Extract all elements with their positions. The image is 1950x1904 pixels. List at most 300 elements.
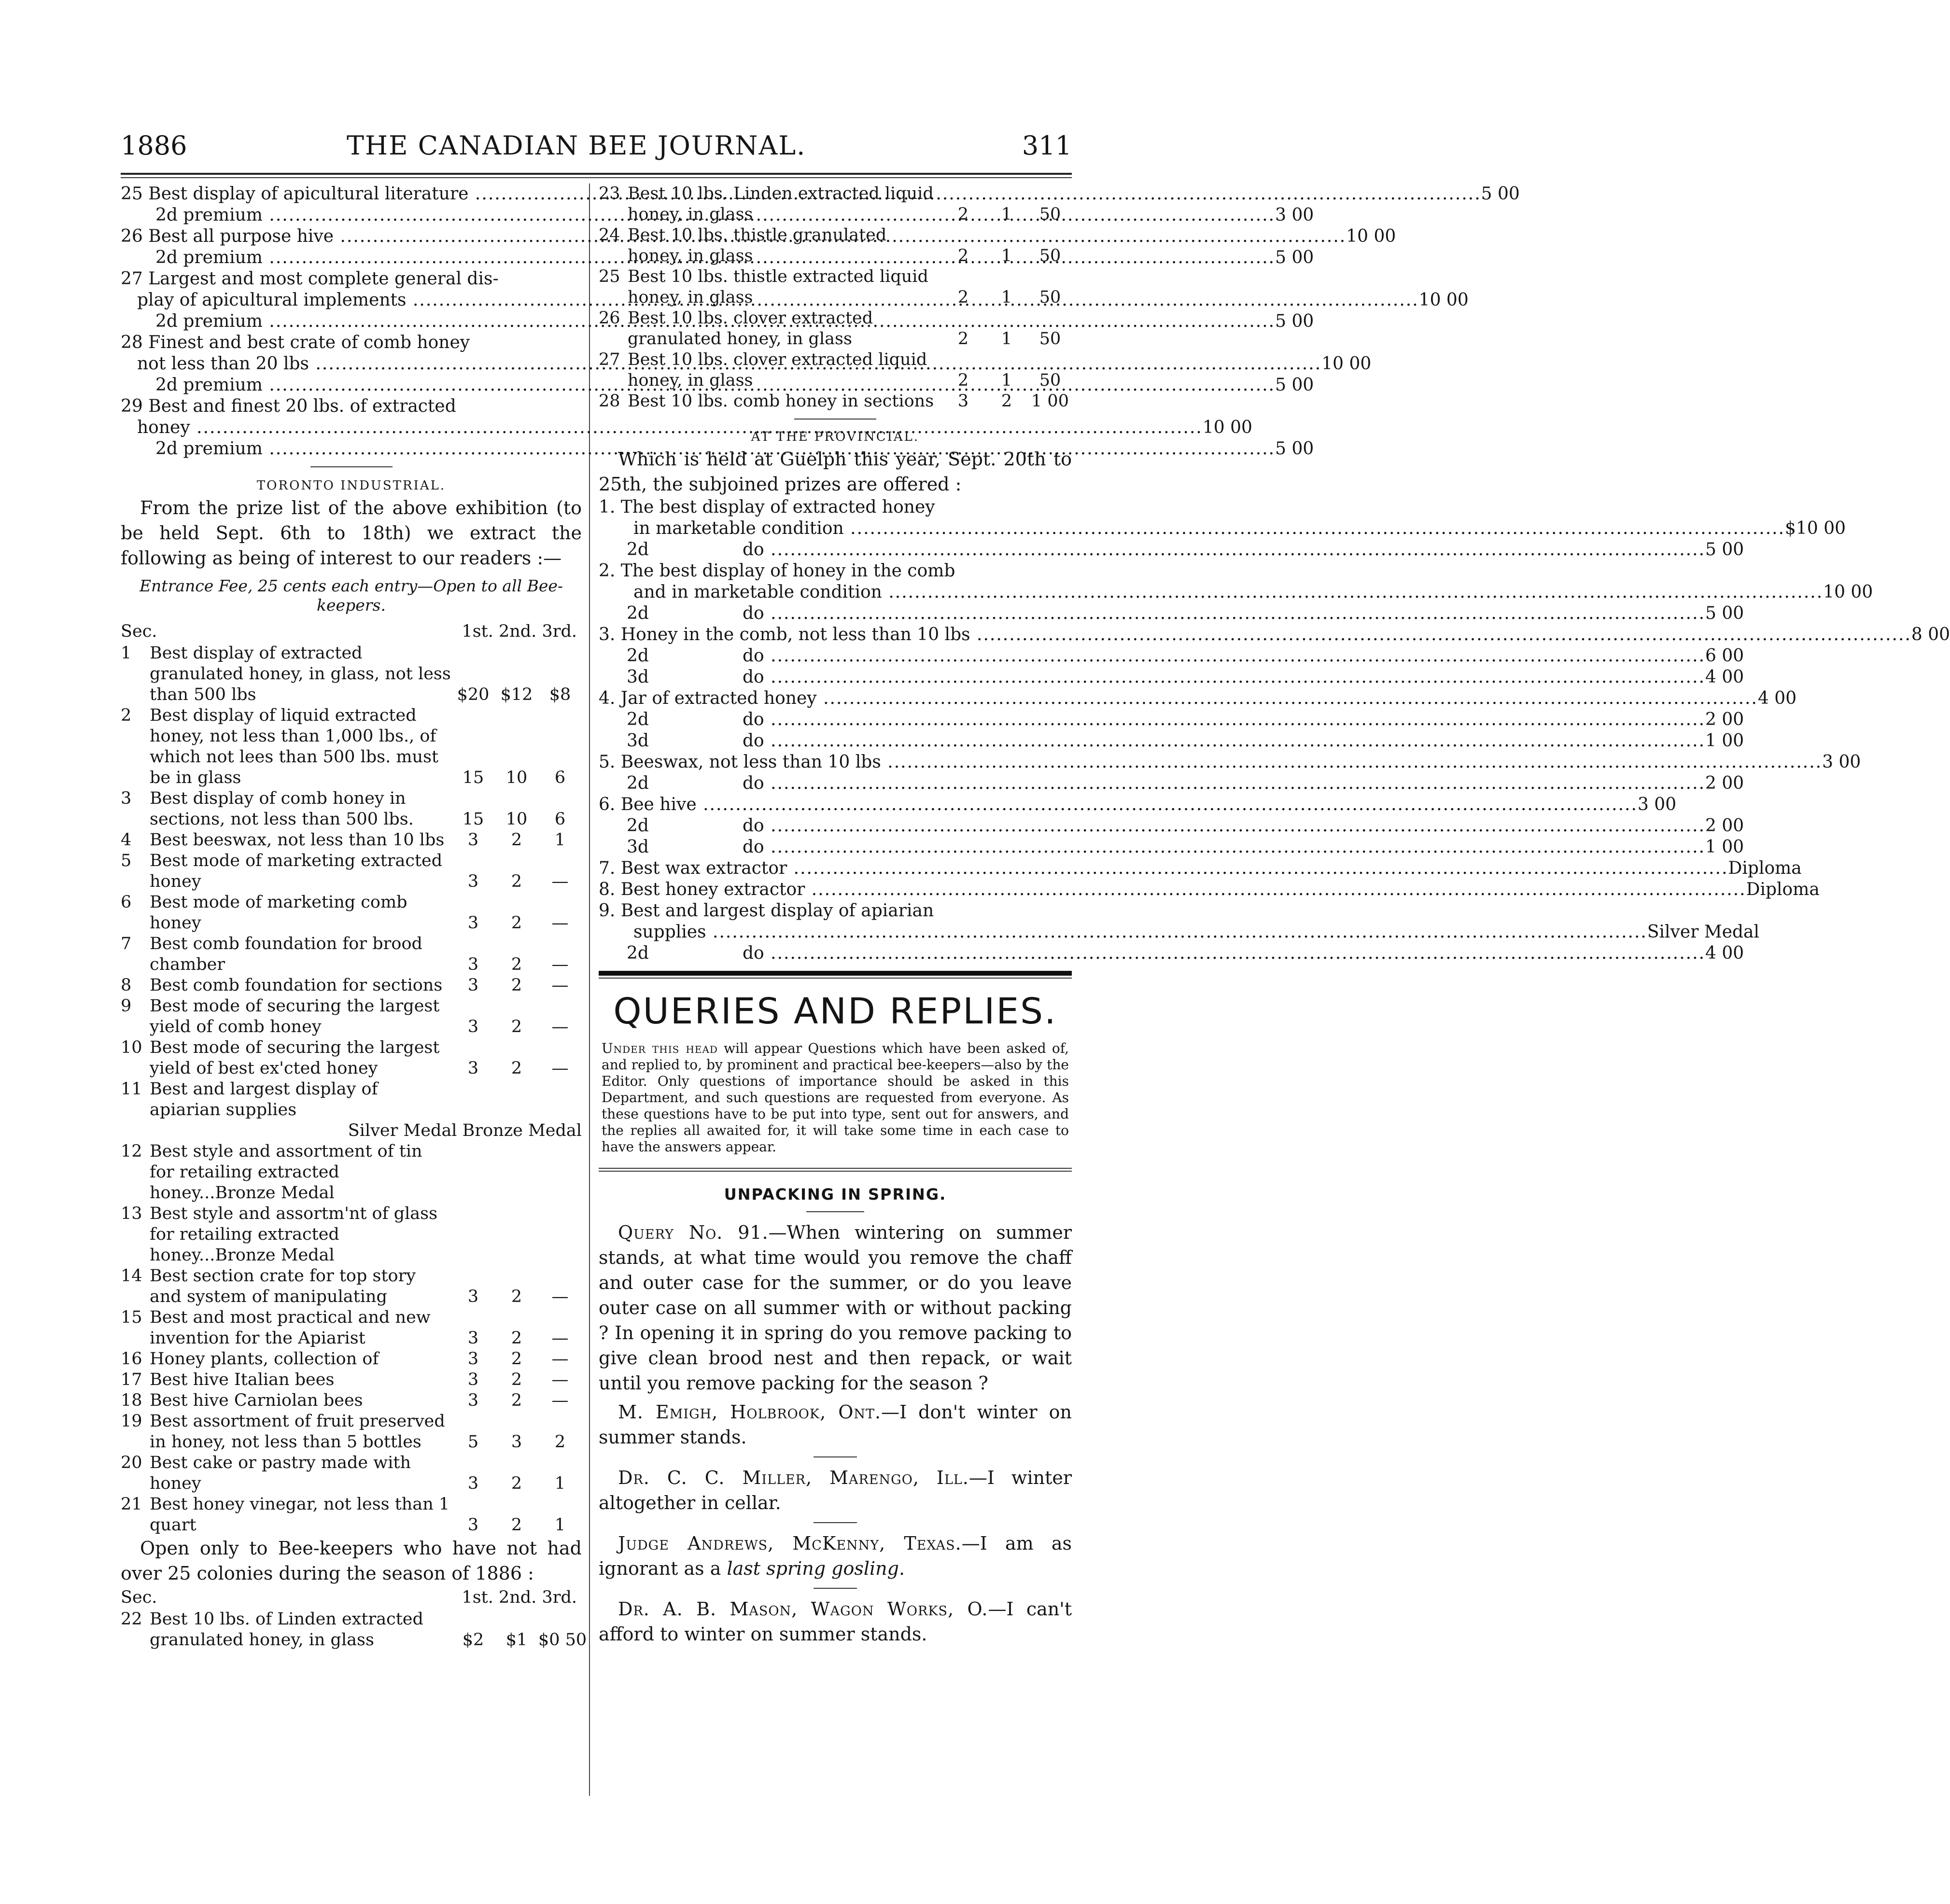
prize-description: Best 10 lbs. of Linden extracted granulated honey, in glass — [150, 1610, 423, 1650]
provincial-do-row — [599, 815, 1744, 837]
provincial-value: 2 00 — [1705, 816, 1744, 836]
prize-third: 6 — [554, 810, 566, 829]
answers-list — [599, 1400, 1072, 1647]
prize-second: 2 — [511, 1059, 522, 1078]
provincial-row — [599, 794, 1677, 815]
prize-row — [121, 892, 582, 934]
provincial-item-label: 9. Best and largest display of apiarian — [599, 901, 934, 921]
prize-row — [121, 1370, 582, 1390]
prize-description: Best 10 lbs. comb honey in sections — [628, 392, 934, 411]
answer-author: Dr. A. B. Mason, Wagon Works, O. — [618, 1598, 988, 1620]
provincial-do-word: do — [743, 603, 764, 623]
prize-third: — — [551, 1370, 569, 1389]
premium-amount: 5 00 — [1275, 311, 1314, 331]
prize-sec-number: 24 — [599, 225, 620, 245]
queries-notice — [602, 1040, 1069, 1155]
provincial-row — [599, 688, 1797, 709]
provincial-do-label — [599, 709, 1705, 730]
queries-rule-thin — [599, 978, 1072, 979]
prize-second: 2 — [511, 1017, 522, 1036]
provincial-rank: 2d — [627, 646, 649, 666]
premium-line: 28 Finest and best crate of comb honey — [121, 333, 470, 352]
prize-first: 3 — [467, 913, 479, 933]
header-rule-thin — [121, 177, 1072, 178]
provincial-do-word: do — [743, 773, 764, 793]
prize-second: 1 — [1001, 329, 1012, 349]
prize-sec-number: 9 — [121, 996, 132, 1016]
prize-first: 3 — [467, 830, 479, 850]
toronto-table-header-2 — [121, 1586, 582, 1609]
answer — [599, 1400, 1072, 1450]
prize-third: — — [551, 1391, 569, 1410]
provincial-value: 2 00 — [1705, 710, 1744, 729]
prize-first: 5 — [467, 1432, 479, 1452]
prize-sec-number: 5 — [121, 851, 132, 870]
premium-label: 2d premium ..... — [155, 311, 1275, 332]
provincial-do-word: do — [743, 816, 764, 836]
col-sec-2: Sec. — [121, 1588, 157, 1607]
provincial-value: 1 00 — [1705, 837, 1744, 857]
answer-rule — [814, 1588, 857, 1589]
prize-second: 3 — [511, 1432, 522, 1452]
premium-amount: 5 00 — [1481, 184, 1520, 204]
prize-sec-number: 6 — [121, 893, 132, 912]
provincial-do-row — [599, 943, 1744, 964]
prize-third: $0 50 — [538, 1630, 587, 1650]
provincial-row — [599, 752, 1861, 773]
subhead-rule-2 — [599, 1171, 1072, 1172]
prize-row — [121, 1411, 582, 1453]
prize-medals: Silver Medal Bronze Medal — [348, 1121, 582, 1140]
premium-amount: 3 00 — [1275, 205, 1314, 225]
premium-label: 2d premium ..... — [155, 247, 1275, 268]
query-body: —When wintering on summer stands, at what time would you remove the chaff and outer case for the summer, or do you leave outer case on all summer with or without packing ? In opening it in spring do you remove packing to give clean brood nest and then repack, or wait until you remove packing for the season ? — [599, 1222, 1072, 1394]
provincial-do-row — [599, 667, 1744, 688]
provincial-do-word: do — [743, 710, 764, 729]
prize-first: 2 — [957, 205, 969, 224]
premium-label: 2d premium ..... — [155, 375, 1275, 396]
provincial-do-row — [599, 709, 1744, 730]
provincial-value: 10 00 — [1823, 582, 1873, 602]
answer-text: —I am as ignorant as a — [599, 1533, 1072, 1579]
answer-rule — [814, 1522, 857, 1523]
prize-sec-number: 18 — [121, 1391, 142, 1410]
prize-description: Best and largest display of apiarian supplies — [150, 1079, 378, 1120]
prize-description: Best 10 lbs. Linden extracted liquid honey, in glass — [628, 184, 934, 224]
toronto-intro: From the prize list of the above exhibition (to be held Sept. 6th to 18th) we extract the following as being of interest to our readers :— — [121, 497, 582, 569]
prize-first: $2 — [462, 1630, 484, 1650]
provincial-do-label — [599, 539, 1705, 560]
prize-second: 1 — [1001, 371, 1012, 390]
provincial-do-word: do — [743, 667, 764, 687]
provincial-do-label — [599, 645, 1705, 667]
notice-text: will appear Questions which have been asked of, and replied to, by prominent and practical bee-keepers—also by the Editor. Only questions of importance should be asked in this Department, and such questions are requested from everyone. As these questions have to be put into type, sent out for answers, and the replies all awaited for, it will take some time in each case to have the answers appear. — [602, 1040, 1069, 1155]
answer-author: Judge Andrews, McKenny, Texas. — [618, 1533, 962, 1554]
col-3rd: 3rd. — [542, 622, 577, 641]
section-rule — [310, 466, 393, 467]
premium-label: not less than 20 lbs ..... — [137, 353, 1321, 375]
prize-row — [121, 934, 582, 975]
prize-row — [599, 350, 1072, 391]
provincial-intro: Which is held at Guelph this year, Sept. 20th to 25th, the subjoined prizes are offered : — [599, 448, 1072, 495]
prize-sec-number: 28 — [599, 392, 620, 411]
prize-description: Best 10 lbs. thistle extracted liquid honey, in glass — [628, 267, 928, 307]
prize-sec-number: 2 — [121, 706, 132, 725]
prize-sec-number: 13 — [121, 1204, 142, 1223]
prize-row — [121, 1453, 582, 1494]
premium-line: 29 Best and finest 20 lbs. of extracted — [121, 396, 456, 416]
provincial-do-label — [599, 603, 1705, 624]
col-places-2 — [391, 1586, 582, 1609]
prize-second: 10 — [505, 810, 528, 829]
provincial-label: 7. Best wax extractor ..... — [599, 858, 1728, 879]
prize-second: 2 — [511, 1391, 522, 1410]
prize-sec-number: 22 — [121, 1610, 142, 1629]
provincial-do-label — [599, 837, 1705, 858]
prize-first: 15 — [462, 768, 484, 787]
provincial-value: Diploma — [1728, 858, 1802, 878]
prize-first: 2 — [957, 288, 969, 307]
provincial-value: 5 00 — [1705, 603, 1744, 623]
provincial-value: 8 00 — [1911, 625, 1950, 644]
provincial-rank: 2d — [627, 943, 649, 963]
premium-label: play of apicultural implements ..... — [137, 290, 1419, 311]
subhead-underline — [806, 1211, 864, 1212]
prize-third: 50 — [1039, 329, 1061, 349]
prize-second: 2 — [511, 1370, 522, 1389]
provincial-do-word: do — [743, 540, 764, 560]
prize-sec-number: 15 — [121, 1308, 142, 1327]
prize-row — [121, 705, 582, 788]
prize-first: 3 — [467, 1287, 479, 1306]
prize-second: 2 — [511, 1329, 522, 1348]
prize-row — [121, 1609, 587, 1651]
prize-third: 2 — [554, 1432, 566, 1452]
provincial-row — [599, 518, 1846, 539]
prize-row — [121, 975, 582, 996]
provincial-row — [599, 582, 1873, 603]
provincial-list — [599, 497, 1950, 964]
section-rule-2 — [794, 419, 876, 420]
provincial-do-row — [599, 645, 1744, 667]
provincial-rank: 3d — [627, 837, 649, 857]
premium-label: 25 Best display of apicultural literature ..... — [121, 183, 1481, 205]
col-1st-2: 1st. — [462, 1588, 493, 1607]
provincial-label: 6. Bee hive ..... — [599, 794, 1638, 815]
provincial-label: 8. Best honey extractor ..... — [599, 879, 1746, 900]
provincial-value: 5 00 — [1705, 540, 1744, 560]
provincial-heading: AT THE PROVINCIAL. — [751, 430, 920, 444]
prize-description: Best hive Italian bees — [150, 1370, 335, 1389]
subhead-rule — [599, 1168, 1072, 1169]
prize-description: Best 10 lbs. thistle granulated honey, in glass — [628, 225, 887, 266]
prize-description: Best mode of marketing comb honey — [150, 893, 407, 933]
toronto-table-continued — [599, 183, 1072, 412]
prize-description: Best cake or pastry made with honey — [150, 1453, 411, 1493]
prize-sec-number: 27 — [599, 350, 620, 369]
prize-first: $20 — [457, 685, 490, 704]
prize-row — [121, 788, 582, 830]
prize-first: 3 — [467, 1349, 479, 1369]
col-2nd: 2nd. — [498, 622, 537, 641]
prize-third: 1 — [554, 1515, 566, 1535]
prize-sec-number: 1 — [121, 644, 132, 663]
header-rule — [121, 173, 1072, 175]
prize-description: Best beeswax, not less than 10 lbs — [150, 830, 445, 850]
provincial-value: 4 00 — [1705, 667, 1744, 687]
prize-row — [599, 183, 1072, 225]
header-year: 1886 — [121, 130, 187, 161]
prize-first: 3 — [467, 1059, 479, 1078]
prize-sec-number: 4 — [121, 830, 132, 850]
toronto-table-header — [121, 620, 582, 643]
prize-second: $12 — [500, 685, 533, 704]
provincial-label: in marketable condition ..... — [633, 518, 1785, 539]
premium-entry — [121, 375, 1314, 396]
toronto-table-2 — [121, 1609, 587, 1651]
prize-second: 1 — [1001, 205, 1012, 224]
prize-description: Best mode of securing the largest yield of best ex'cted honey — [150, 1038, 440, 1078]
prize-description: Best section crate for top story and system of manipulating — [150, 1266, 416, 1306]
answer-tail: . — [898, 1558, 905, 1579]
prize-third: $8 — [549, 685, 571, 704]
prize-first: 3 — [467, 976, 479, 995]
premium-amount: 5 00 — [1275, 375, 1314, 395]
prize-sec-number: 12 — [121, 1142, 142, 1161]
provincial-label: and in marketable condition ..... — [633, 582, 1823, 603]
prize-row — [599, 391, 1072, 412]
provincial-label: supplies ..... — [633, 922, 1647, 943]
prize-first: 3 — [467, 1329, 479, 1348]
prize-row — [121, 643, 582, 705]
prize-first: 3 — [467, 872, 479, 891]
provincial-value: Silver Medal — [1647, 922, 1760, 942]
answer-author: Dr. C. C. Miller, Marengo, Ill. — [618, 1467, 969, 1488]
provincial-do-word: do — [743, 646, 764, 666]
query-subhead: UNPACKING IN SPRING. — [724, 1185, 947, 1204]
prize-sec-number: 21 — [121, 1495, 142, 1514]
prize-second: 2 — [511, 955, 522, 974]
prize-third: — — [551, 955, 569, 974]
answer — [599, 1596, 1072, 1647]
provincial-rank: 2d — [627, 603, 649, 623]
prize-second: 2 — [511, 976, 522, 995]
provincial-rank: 3d — [627, 731, 649, 751]
right-column — [599, 183, 1950, 1806]
prize-row — [121, 851, 582, 892]
premium-entry — [121, 438, 1314, 460]
answer — [599, 1465, 1072, 1515]
provincial-do-label — [599, 730, 1705, 752]
provincial-row — [599, 624, 1950, 645]
provincial-row — [599, 858, 1802, 879]
queries-rule-thick — [599, 971, 1072, 976]
prize-second: 1 — [1001, 288, 1012, 307]
prize-second: 10 — [505, 768, 528, 787]
prize-sec-number: 26 — [599, 308, 620, 328]
provincial-rank: 2d — [627, 710, 649, 729]
provincial-row — [599, 879, 1820, 900]
queries-title: QUERIES AND REPLIES. — [613, 991, 1057, 1032]
query-text — [599, 1220, 1072, 1396]
header-title: THE CANADIAN BEE JOURNAL. — [347, 130, 806, 161]
prize-third: 50 — [1039, 246, 1061, 266]
prize-second: 2 — [511, 872, 522, 891]
prize-row — [121, 1390, 582, 1411]
provincial-value: 1 00 — [1705, 731, 1744, 751]
prize-sec-number: 14 — [121, 1266, 142, 1286]
prize-sec-number: 8 — [121, 976, 132, 995]
running-head — [121, 126, 1072, 165]
prize-second: $1 — [505, 1630, 528, 1650]
prize-third: — — [551, 872, 569, 891]
col-1st: 1st. — [462, 622, 493, 641]
col-3rd-2: 3rd. — [542, 1588, 577, 1607]
prize-row — [121, 996, 582, 1037]
provincial-item-label: 2. The best display of honey in the comb — [599, 561, 955, 581]
prize-row — [121, 1079, 582, 1141]
prize-third: 50 — [1039, 371, 1061, 390]
provincial-value: 2 00 — [1705, 773, 1744, 793]
prize-row — [121, 830, 582, 851]
prize-row — [121, 1266, 582, 1307]
provincial-rank: 2d — [627, 816, 649, 836]
prize-third: — — [551, 1329, 569, 1348]
prize-description: Best display of comb honey in sections, not less than 500 lbs. — [150, 789, 414, 829]
premium-amount: 10 00 — [1321, 354, 1372, 374]
prize-row — [121, 1494, 582, 1536]
prize-row — [121, 1037, 582, 1079]
premium-amount: 5 00 — [1275, 439, 1314, 459]
provincial-do-label — [599, 667, 1705, 688]
prize-first: 3 — [957, 392, 969, 411]
prize-description: Best mode of marketing extracted honey — [150, 851, 443, 891]
prize-third: 1 — [554, 1474, 566, 1493]
prize-sec-number: 25 — [599, 267, 620, 286]
col-sec: Sec. — [121, 622, 157, 641]
prize-second: 2 — [511, 1349, 522, 1369]
provincial-value: 3 00 — [1637, 795, 1677, 814]
prize-third: — — [551, 1349, 569, 1369]
prize-second: 2 — [511, 1474, 522, 1493]
premium-amount: 10 00 — [1202, 418, 1252, 437]
prize-row — [121, 1307, 582, 1349]
prize-first: 3 — [467, 1370, 479, 1389]
prize-description: Best display of liquid extracted honey, not less than 1,000 lbs., of which not lees than 500 lbs. must be in glass — [150, 706, 439, 787]
prize-first: 3 — [467, 955, 479, 974]
toronto-heading: TORONTO INDUSTRIAL. — [256, 478, 446, 493]
prize-description: Best display of extracted granulated honey, in glass, not less than 500 lbs — [150, 644, 451, 704]
prize-description: Best 10 lbs. clover extracted granulated honey, in glass — [628, 308, 873, 349]
prize-first: 2 — [957, 329, 969, 349]
premium-label: 2d premium ..... — [155, 438, 1275, 460]
answer-rule — [814, 1456, 857, 1457]
provincial-do-row — [599, 773, 1744, 794]
answer-author: M. Emigh, Holbrook, Ont. — [618, 1401, 882, 1423]
prize-sec-number: 10 — [121, 1038, 142, 1057]
provincial-row — [599, 922, 1760, 943]
prize-second: 2 — [511, 1287, 522, 1306]
provincial-do-label — [599, 815, 1705, 837]
premium-amount: 5 00 — [1275, 248, 1314, 267]
prize-row — [599, 266, 1072, 308]
prize-sec-number: 7 — [121, 934, 132, 953]
premium-line: 27 Largest and most complete general dis- — [121, 269, 499, 289]
provincial-item-label: 1. The best display of extracted honey — [599, 497, 935, 517]
prize-description: Best mode of securing the largest yield of comb honey — [150, 996, 440, 1036]
prize-first: 3 — [467, 1474, 479, 1493]
prize-description: Best style and assortment of tin for retailing extracted honey...Bronze Medal — [150, 1142, 422, 1203]
prize-second: 2 — [511, 1515, 522, 1535]
provincial-do-label — [599, 773, 1705, 794]
premium-amount: 10 00 — [1346, 226, 1396, 246]
prize-third: — — [551, 913, 569, 933]
provincial-value: 4 00 — [1705, 943, 1744, 963]
prize-first: 3 — [467, 1515, 479, 1535]
prize-second: 2 — [511, 830, 522, 850]
prize-row — [599, 308, 1072, 350]
provincial-do-word: do — [743, 731, 764, 751]
premium-label: 2d premium ..... — [155, 205, 1275, 226]
provincial-rank: 2d — [627, 773, 649, 793]
prize-description: Best 10 lbs. clover extracted liquid honey, in glass — [628, 350, 927, 390]
prize-row — [121, 1204, 582, 1266]
provincial-label: 5. Beeswax, not less than 10 lbs ..... — [599, 752, 1822, 773]
provincial-value: Diploma — [1746, 880, 1820, 899]
prize-description: Best comb foundation for sections — [150, 976, 443, 995]
provincial-value: 6 00 — [1705, 646, 1744, 666]
prize-sec-number: 19 — [121, 1412, 142, 1431]
prize-sec-number: 11 — [121, 1079, 142, 1099]
notice-lead: Under this head — [602, 1040, 718, 1056]
prize-first: 2 — [957, 246, 969, 266]
query-label: Query No. 91. — [618, 1222, 769, 1243]
prize-description: Best style and assortm'nt of glass for retailing extracted honey...Bronze Medal — [150, 1204, 438, 1265]
prize-row — [121, 1141, 582, 1204]
provincial-do-word: do — [743, 943, 764, 963]
header-page-number: 311 — [1022, 130, 1072, 161]
prize-row — [121, 1349, 582, 1370]
prize-second: 2 — [1001, 392, 1012, 411]
prize-sec-number: 17 — [121, 1370, 142, 1389]
provincial-value: 3 00 — [1822, 752, 1861, 772]
provincial-do-row — [599, 539, 1744, 560]
prize-third: — — [551, 1017, 569, 1036]
prize-row — [599, 225, 1072, 266]
prize-sec-number: 3 — [121, 789, 132, 808]
provincial-do-row — [599, 603, 1744, 624]
provincial-label: 4. Jar of extracted honey ..... — [599, 688, 1758, 709]
prize-description: Best assortment of fruit preserved in honey, not less than 5 bottles — [150, 1412, 445, 1452]
prize-sec-number: 23 — [599, 184, 620, 203]
provincial-do-row — [599, 837, 1744, 858]
prize-third: 50 — [1039, 205, 1061, 224]
prize-first: 2 — [957, 371, 969, 390]
prize-third: — — [551, 976, 569, 995]
premium-amount: 10 00 — [1418, 290, 1469, 310]
prize-second: 2 — [511, 913, 522, 933]
prize-description: Best and most practical and new invention for the Apiarist — [150, 1308, 431, 1348]
prize-sec-number: 20 — [121, 1453, 142, 1472]
prize-first: 3 — [467, 1017, 479, 1036]
prize-description: Best comb foundation for brood chamber — [150, 934, 422, 974]
answer-italic: last spring gosling — [727, 1558, 899, 1579]
provincial-do-label — [599, 943, 1705, 964]
prize-third: 1 00 — [1031, 392, 1069, 411]
premium-label: 26 Best all purpose hive ..... — [121, 226, 1346, 247]
prize-third: 1 — [554, 830, 566, 850]
answer-text: —I winter altogether in cellar. — [599, 1467, 1072, 1513]
